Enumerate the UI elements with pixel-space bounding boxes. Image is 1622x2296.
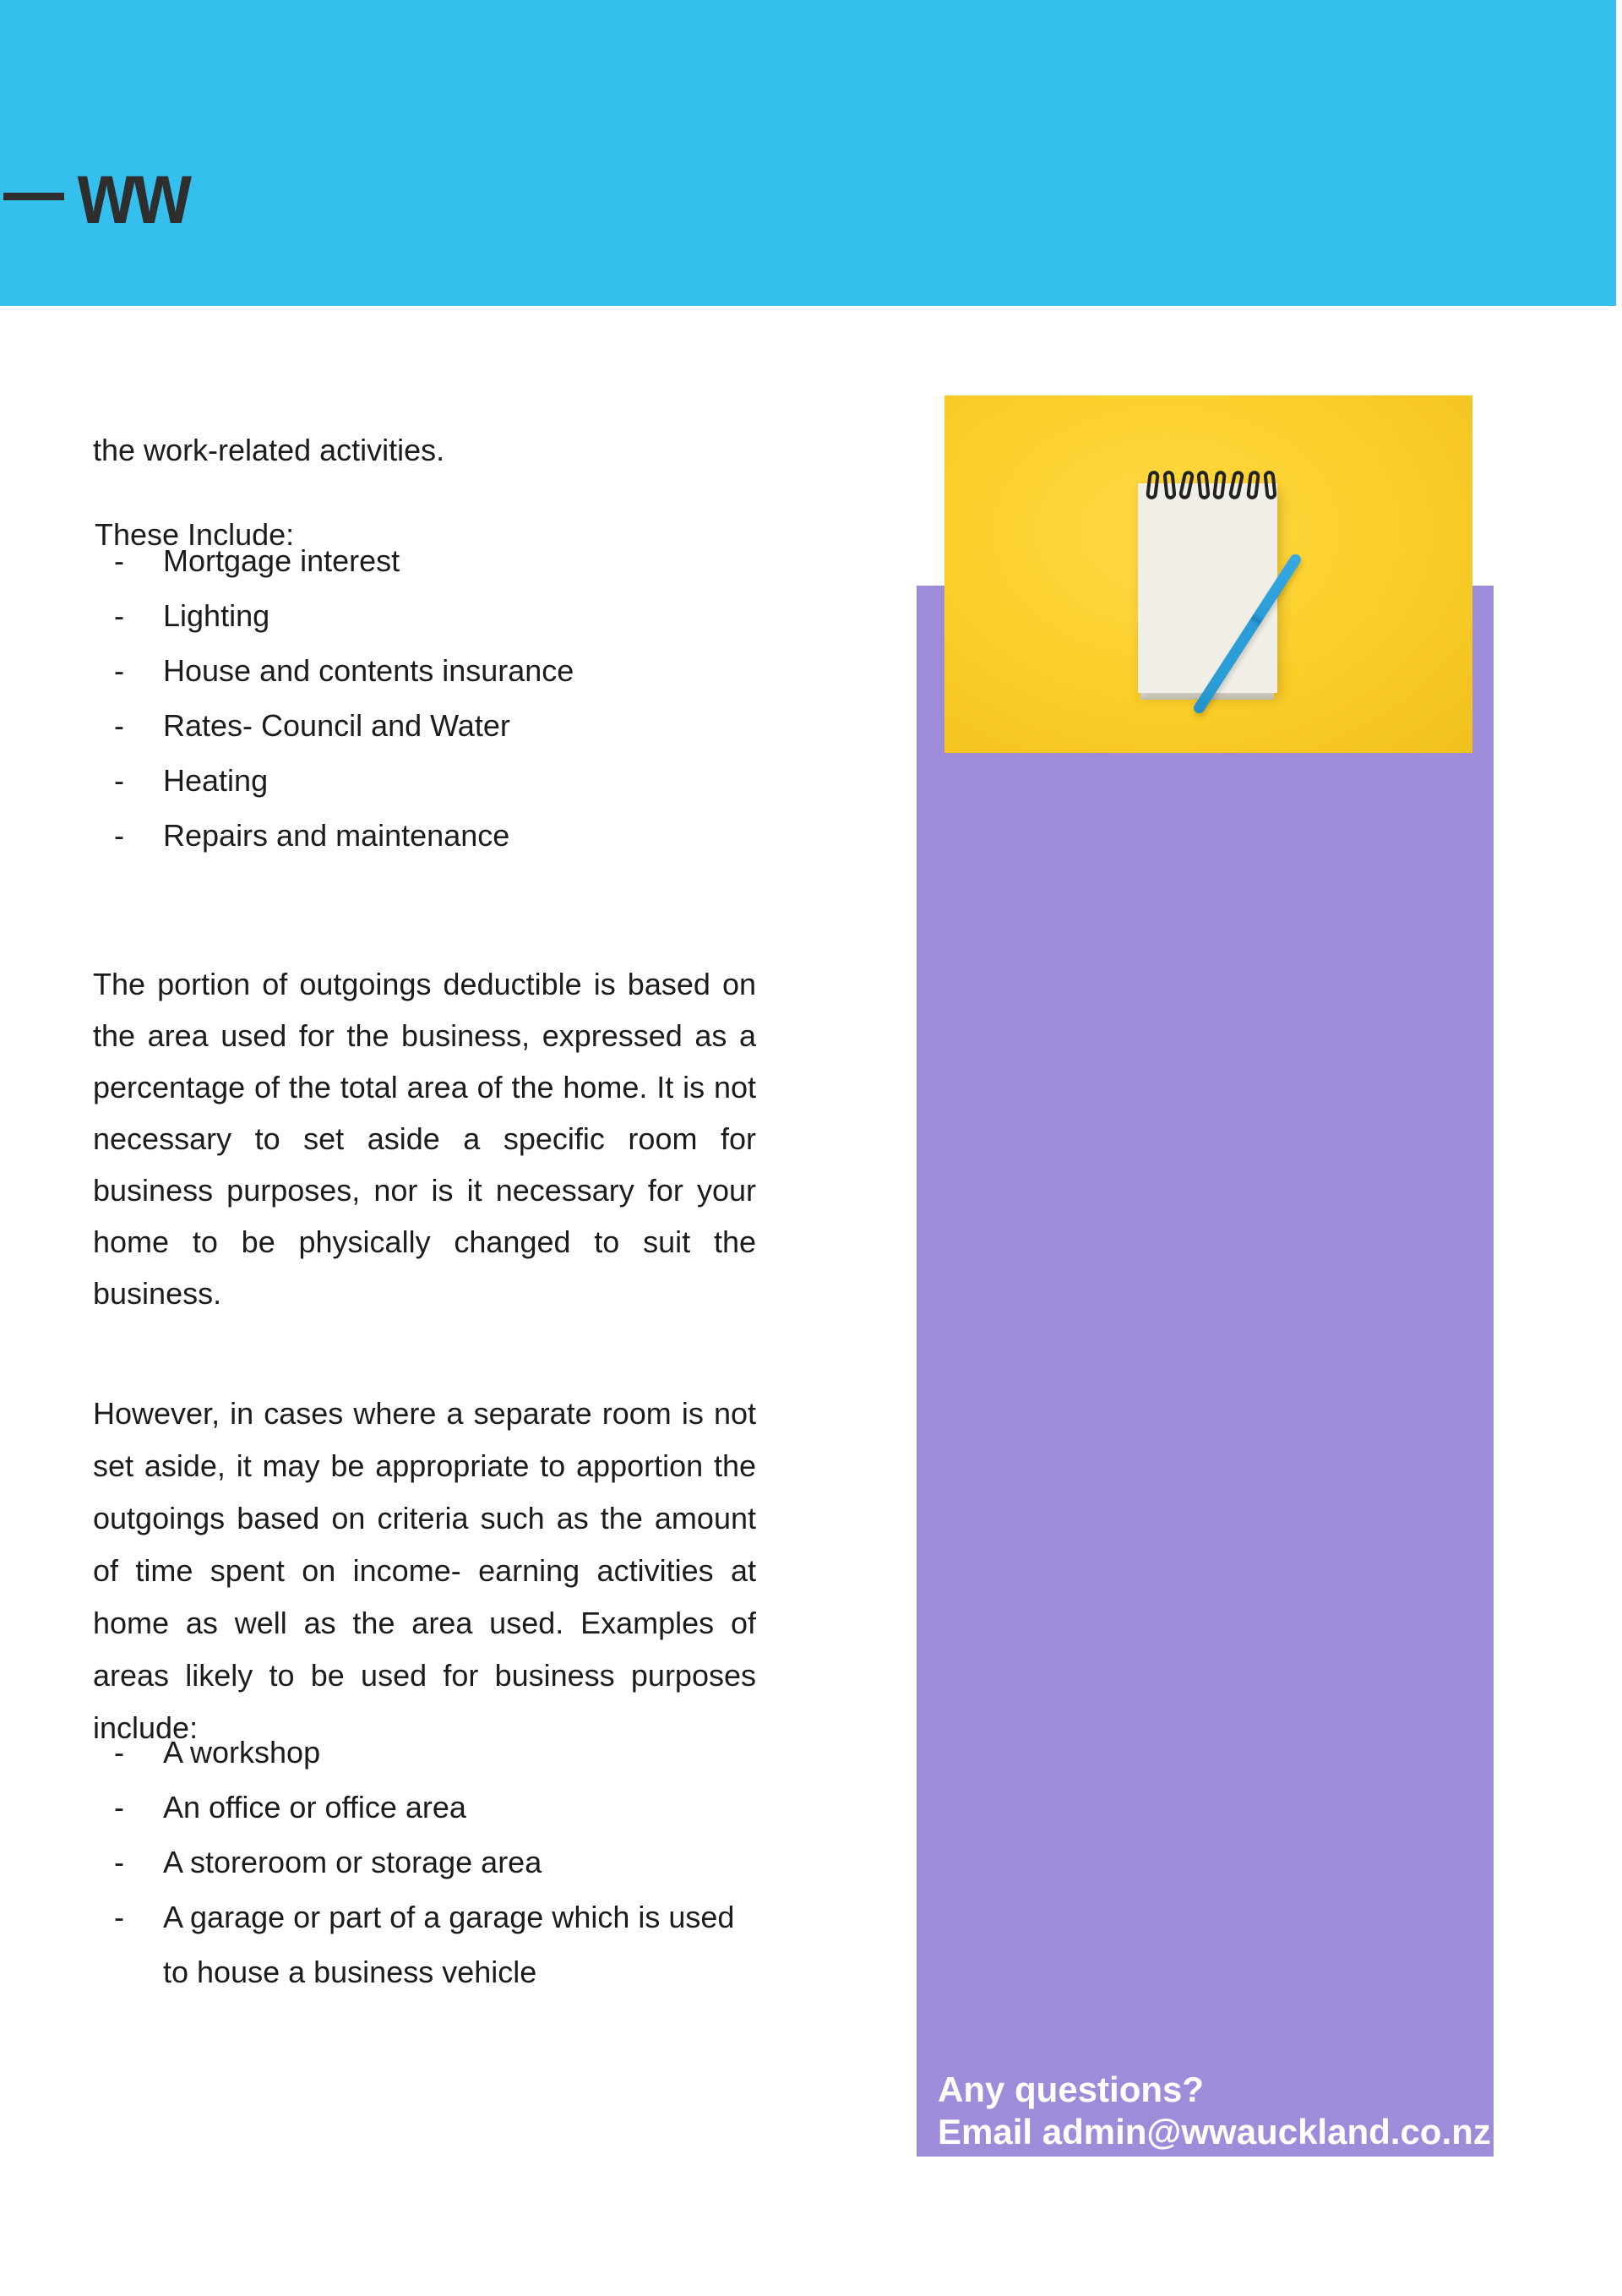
area-list bbox=[114, 1725, 746, 1999]
spiral-ring-icon bbox=[1228, 470, 1245, 500]
list-item-label: House and contents insurance bbox=[163, 653, 574, 688]
spiral-ring-icon bbox=[1162, 470, 1176, 499]
spiral-ring-icon bbox=[1196, 470, 1210, 499]
list-item bbox=[114, 1890, 746, 1999]
intro-line: the work-related activities. bbox=[93, 433, 445, 467]
include-heading: These Include: bbox=[95, 517, 295, 552]
header-band bbox=[0, 0, 1616, 306]
bullet-dash-icon: - bbox=[114, 1900, 124, 1934]
spiral-ring-icon bbox=[1178, 470, 1195, 500]
bullet-dash-icon: - bbox=[114, 1845, 124, 1879]
bullet-dash-icon: - bbox=[114, 1790, 124, 1824]
contact-block bbox=[938, 2069, 1491, 2153]
bullet-dash-icon: - bbox=[114, 653, 124, 688]
list-item bbox=[114, 753, 574, 808]
bullet-dash-icon: - bbox=[114, 543, 124, 578]
spiral-ring-icon bbox=[1146, 470, 1160, 499]
list-item-label: Lighting bbox=[163, 598, 270, 633]
bullet-dash-icon: - bbox=[114, 598, 124, 633]
list-item bbox=[114, 1725, 746, 1780]
paragraph-apportionment: The portion of outgoings deductible is based on the area used for the business, expressed as a percentage of the total area of the home. It is not necessary to set aside a specific room for business purposes, nor is it necessary for your home to be physically changed to suit the business. bbox=[93, 967, 756, 1311]
bullet-dash-icon: - bbox=[114, 818, 124, 853]
list-item-label: Rates- Council and Water bbox=[163, 708, 510, 743]
list-item bbox=[114, 588, 574, 643]
paragraph-separate-room: However, in cases where a separate room is not set aside, it may be appropriate to apportion the outgoings based on criteria such as the amount of time spent on income- earning activities at home as well as the area used. Examples of areas likely to be used for business purposes include: bbox=[93, 1396, 756, 1745]
notepad bbox=[1138, 483, 1277, 693]
bullet-dash-icon: - bbox=[114, 708, 124, 743]
spiral-ring-icon bbox=[1246, 470, 1260, 499]
notepad-photo bbox=[944, 395, 1472, 753]
notepad-spiral-icon bbox=[1147, 471, 1276, 499]
list-item bbox=[114, 533, 574, 588]
list-item-label: Mortgage interest bbox=[163, 543, 400, 578]
list-item bbox=[114, 808, 574, 863]
list-item bbox=[114, 1835, 746, 1890]
contact-question: Any questions? bbox=[938, 2070, 1205, 2109]
spiral-ring-icon bbox=[1263, 470, 1276, 499]
list-item bbox=[114, 1780, 746, 1835]
list-item-label: An office or office area bbox=[163, 1790, 466, 1824]
list-item-label: Heating bbox=[163, 763, 269, 798]
list-item bbox=[114, 643, 574, 698]
bullet-dash-icon: - bbox=[114, 763, 124, 798]
include-list bbox=[114, 533, 574, 863]
list-item-label: A garage or part of a garage which is used to house a business vehicle bbox=[163, 1900, 735, 1989]
list-item bbox=[114, 698, 574, 753]
list-item-label: A storeroom or storage area bbox=[163, 1845, 542, 1879]
logo-dash-icon bbox=[3, 193, 64, 200]
bullet-dash-icon: - bbox=[114, 1735, 124, 1770]
purple-panel bbox=[917, 586, 1494, 2157]
contact-email: Email admin@wwauckland.co.nz bbox=[938, 2112, 1491, 2151]
logo-text: ww bbox=[78, 144, 190, 243]
list-item-label: A workshop bbox=[163, 1735, 321, 1770]
spiral-ring-icon bbox=[1212, 470, 1227, 499]
list-item-label: Repairs and maintenance bbox=[163, 818, 510, 853]
